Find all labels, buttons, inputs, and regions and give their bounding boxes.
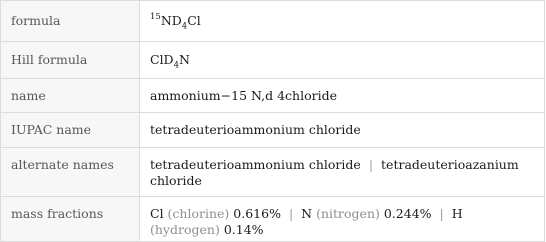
table-row-alternate-names (1, 148, 545, 197)
mass-fraction-element-name: (hydrogen) (150, 222, 220, 237)
iupac-name-value: tetradeuterioammonium chloride (140, 113, 545, 148)
separator: | (288, 206, 294, 221)
row-label-formula: formula (1, 1, 140, 42)
hill-formula-value (140, 42, 545, 79)
hill-formula-d-count: 4 (173, 60, 180, 71)
hill-formula-prefix: ClD (150, 52, 174, 67)
table-row-hill-formula (1, 42, 545, 79)
name-value: ammonium−15 N,d 4chloride (140, 79, 545, 113)
alternate-name-item: tetradeuterioazanium chloride (150, 157, 519, 188)
mass-fraction-value: 0.244% (383, 206, 432, 221)
separator: | (439, 206, 444, 221)
isotope-mass-number: 15 (150, 11, 161, 22)
table-row-mass-fractions (1, 197, 545, 242)
mass-fraction-symbol: N (301, 206, 313, 221)
row-label-name: name (1, 79, 140, 113)
mass-fraction-element-name: (chlorine) (167, 206, 230, 221)
mass-fraction-element-name: (nitrogen) (316, 206, 380, 221)
table-row-formula (1, 1, 545, 42)
separator: | (368, 157, 374, 172)
hill-formula-suffix: N (179, 52, 190, 67)
formula-value (140, 1, 545, 42)
mass-fraction-symbol: H (451, 206, 463, 221)
mass-fraction-value: 0.14% (223, 222, 264, 237)
formula-element-cl: Cl (187, 13, 201, 28)
alternate-names-value (140, 148, 545, 197)
alternate-name-item: tetradeuterioammonium chloride (150, 157, 361, 172)
row-label-iupac-name: IUPAC name (1, 113, 140, 148)
row-label-mass-fractions: mass fractions (1, 197, 140, 242)
row-label-alternate-names: alternate names (1, 148, 140, 197)
row-label-hill-formula: Hill formula (1, 42, 140, 79)
table-row-name (1, 79, 545, 113)
table-row-iupac-name (1, 113, 545, 148)
mass-fractions-value (140, 197, 545, 242)
formula-d-count: 4 (181, 21, 188, 32)
mass-fraction-value: 0.616% (233, 206, 281, 221)
mass-fraction-symbol: Cl (150, 206, 164, 221)
formula-element-d: D (171, 13, 182, 28)
formula-element-n: N (160, 13, 172, 28)
